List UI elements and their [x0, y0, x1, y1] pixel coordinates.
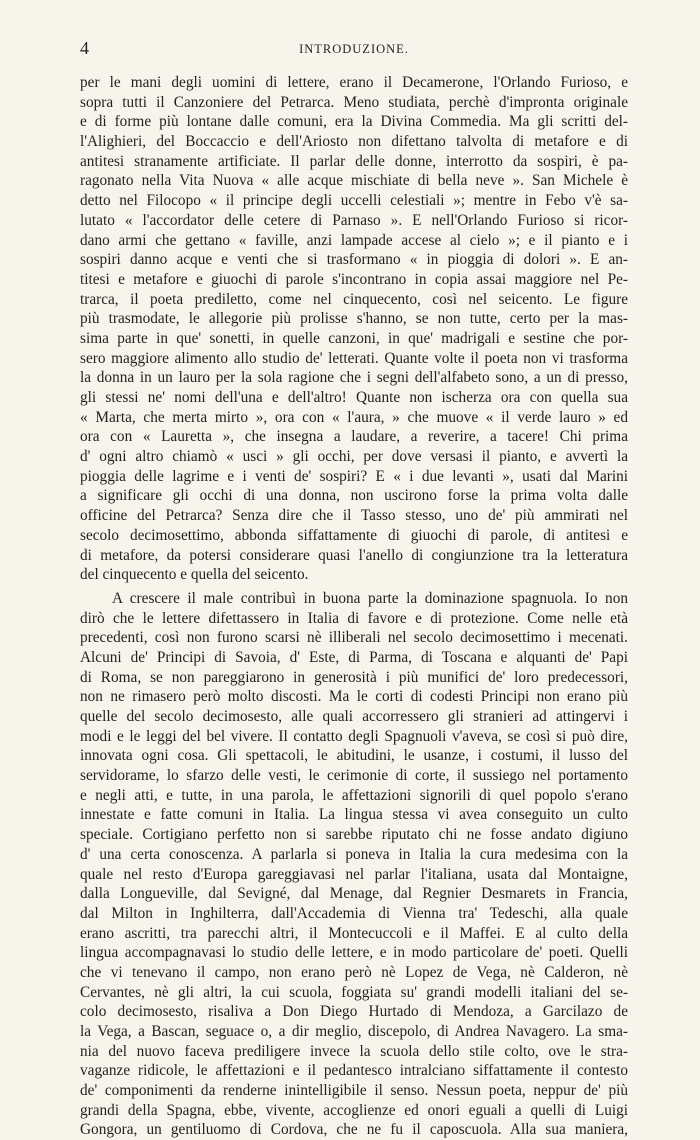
- text-line: pioggia delle lagrime e i venti de' sospiri? E « i due levanti », usati dal Marini: [80, 467, 628, 485]
- text-line: innovata ogni cosa. Gli spettacoli, le abitudini, le usanze, i costumi, il lusso del: [80, 747, 628, 765]
- text-line: e negli atti, e tutte, in una parola, le affettazioni signorili di quel popolo s'erano: [80, 786, 628, 804]
- text-line: « Marta, che merta mirto », ora con « l'aura, » che muove « il verde lauro » ed: [80, 408, 628, 426]
- text-line: nia del nuovo faceva prediligere invece la scuola dello stile colto, ove le stra-: [80, 1042, 628, 1060]
- text-line: d' ogni altro chiamò « usci » gli occhi, per dove versasi il pianto, e avvertì la: [80, 448, 628, 466]
- text-line: dirò che le lettere difettassero in Italia di favore e di protezione. Come nelle età: [80, 609, 628, 627]
- text-line: titesi e metafore e giuochi di parole s'incontrano in copia assai maggiore nel Pe-: [80, 270, 628, 288]
- text-line: dano armi che gettano « faville, anzi lampade accese al cielo »; e il pianto e i: [80, 231, 628, 249]
- text-line: che vi tenevano il campo, non erano però nè Lopez de Vega, nè Calderon, nè: [80, 963, 628, 981]
- text-line: sero maggiore alimento allo studio de' letterati. Quante volte il poeta non vi trasforma: [80, 349, 628, 367]
- page-header: [80, 38, 628, 62]
- running-title: INTRODUZIONE.: [299, 42, 409, 56]
- text-line: quelle del secolo decimosesto, alle quali accorressero gli stranieri ad attingervi i: [80, 708, 628, 725]
- text-line: la donna in un lauro per la sola ragione che i segni dell'alfabeto sono, a un di presso,: [80, 369, 628, 387]
- text-line: gli stessi ne' nomi dell'una e dell'altro! Quante non ischerza ora con quella sua: [80, 389, 628, 406]
- text-line: lutato « l'accordator delle cetere di Parnaso ». E nell'Orlando Furioso si ricor-: [80, 211, 628, 229]
- paragraph-1: [80, 73, 628, 585]
- text-line: modi e le leggi del bel vivere. Il contatto degli Spagnuoli v'aveva, se così si può dire,: [80, 727, 628, 745]
- text-line: di Roma, se non pareggiarono in generosità i più munifici de' loro predecessori,: [80, 668, 628, 686]
- text-line: colo decimosesto, risaliva a Don Diego Hurtado di Mendoza, a Garcilazo de: [80, 1003, 628, 1021]
- text-line: la Vega, a Bascan, seguace o, a dir meglio, discepolo, di Andrea Navagero. La sma-: [80, 1023, 628, 1040]
- text-line: ragonato nella Vita Nuova « alle acque mischiate di bella neve ». San Michele è: [80, 172, 628, 190]
- text-line: trarca, il poeta prediletto, come nel cinquecento, così nel seicento. Le figure: [80, 290, 628, 308]
- text-line: a significare gli occhi di una donna, non uscirono forse la prima volta dalle: [80, 487, 628, 505]
- text-line: precedenti, così non furono scarsi nè illiberali nel secolo decimosettimo i mecenati.: [80, 629, 628, 647]
- text-line: sopra tutti il Canzoniere del Petrarca. Meno studiata, perchè d'impronta originale: [80, 93, 628, 111]
- page-body: [80, 73, 628, 1140]
- text-line: lingua accompagnavasi lo studio delle lettere, e in modo particolare de' poeti. Quelli: [80, 944, 628, 962]
- text-line: sima parte in que' sonetti, in quelle canzoni, in que' madrigali e sestine che por-: [80, 329, 628, 347]
- text-line: grandi della Spagna, ebbe, vivente, accoglienze ed onori eguali a quelli di Luigi: [80, 1101, 628, 1119]
- paragraph-2: [80, 589, 628, 1140]
- text-line: del cinquecento e quella del seicento.: [80, 566, 309, 584]
- text-line: ora con « Lauretta », che insegna a laudare, a reverire, a tacere! Chi prima: [80, 428, 628, 446]
- text-line: quale nel resto d'Europa gareggiavasi nel parlar l'italiana, usata dal Montaigne,: [80, 865, 628, 883]
- text-line: più trasmodate, le allegorie più prolisse s'hanno, se non tutte, certo per la mas-: [80, 310, 628, 328]
- text-line: Cervantes, nè gli altri, la cui scuola, foggiata su' grandi modelli italiani del se-: [80, 983, 628, 1001]
- text-line: non ne rimasero però molto discosti. Ma le corti di codesti Principi non erano più: [80, 688, 628, 706]
- text-line: e di forme più lontane dalle comuni, era la Divina Commedia. Ma gli scritti del-: [80, 113, 628, 131]
- text-line: Gongora, un gentiluomo di Cordova, che ne fu il caposcuola. Alla sua maniera,: [80, 1121, 628, 1139]
- text-line: A crescere il male contribuì in buona parte la dominazione spagnuola. Io non: [112, 589, 628, 607]
- text-line: secolo decimosettimo, abbonda siffattamente di giuochi di parole, di antitesi e: [80, 526, 628, 544]
- text-line: innestate e fatte comuni in Italia. La lingua stessa vi avea conseguito un culto: [80, 806, 628, 824]
- text-line: l'Alighieri, del Boccaccio e dell'Ariosto non difettano talvolta di metafore e di: [80, 133, 628, 151]
- text-line: Alcuni de' Principi di Savoia, d' Este, di Parma, di Toscana e alquanti de' Papi: [80, 648, 628, 666]
- text-line: antitesi stranamente artificiate. Il parlar delle donne, interrotto da sospiri, è pa-: [80, 152, 628, 170]
- text-line: dalla Longueville, dal Sevigné, dal Menage, dal Regnier Desmarets in Francia,: [80, 885, 628, 903]
- text-line: per le mani degli uomini di lettere, erano il Decamerone, l'Orlando Furioso, e: [80, 74, 628, 91]
- text-line: servidorame, lo sfarzo delle vesti, le cerimonie di corte, il sussiego nel portamento: [80, 767, 628, 785]
- text-line: speciale. Cortigiano perfetto non si sarebbe riputato chi ne fosse andato digiuno: [80, 826, 628, 844]
- text-line: d' una certa conoscenza. A parlarla si poneva in Italia la cura medesima con la: [80, 845, 628, 863]
- text-line: detto nel Filocopo « il principe degli uccelli celestiali »; mentre in Febo v'è sa-: [80, 192, 628, 210]
- text-line: vaganze ridicole, le affettazioni e il pedantesco intralciano siffattamente il contesto: [80, 1062, 628, 1080]
- text-line: officine del Petrarca? Senza dire che il Tasso stesso, uno de' più ammirati nel: [80, 507, 628, 525]
- text-line: sospiri danno acque e venti che si trasformano « in pioggia di dolori ». E an-: [80, 251, 628, 269]
- text-line: dal Milton in Inghilterra, dall'Accademia di Vienna tra' Tedeschi, alla quale: [80, 904, 628, 922]
- text-line: di metafore, da potersi considerare quasi l'anello di congiunzione tra la letteratura: [80, 546, 628, 564]
- page-number: 4: [80, 38, 89, 58]
- text-line: erano ascritti, tra parecchi altri, il Montecuccoli e il Maffei. E al culto della: [80, 924, 628, 942]
- text-line: de' componimenti da renderne inintelligibile il senso. Nessun poeta, neppur de' più: [80, 1082, 628, 1100]
